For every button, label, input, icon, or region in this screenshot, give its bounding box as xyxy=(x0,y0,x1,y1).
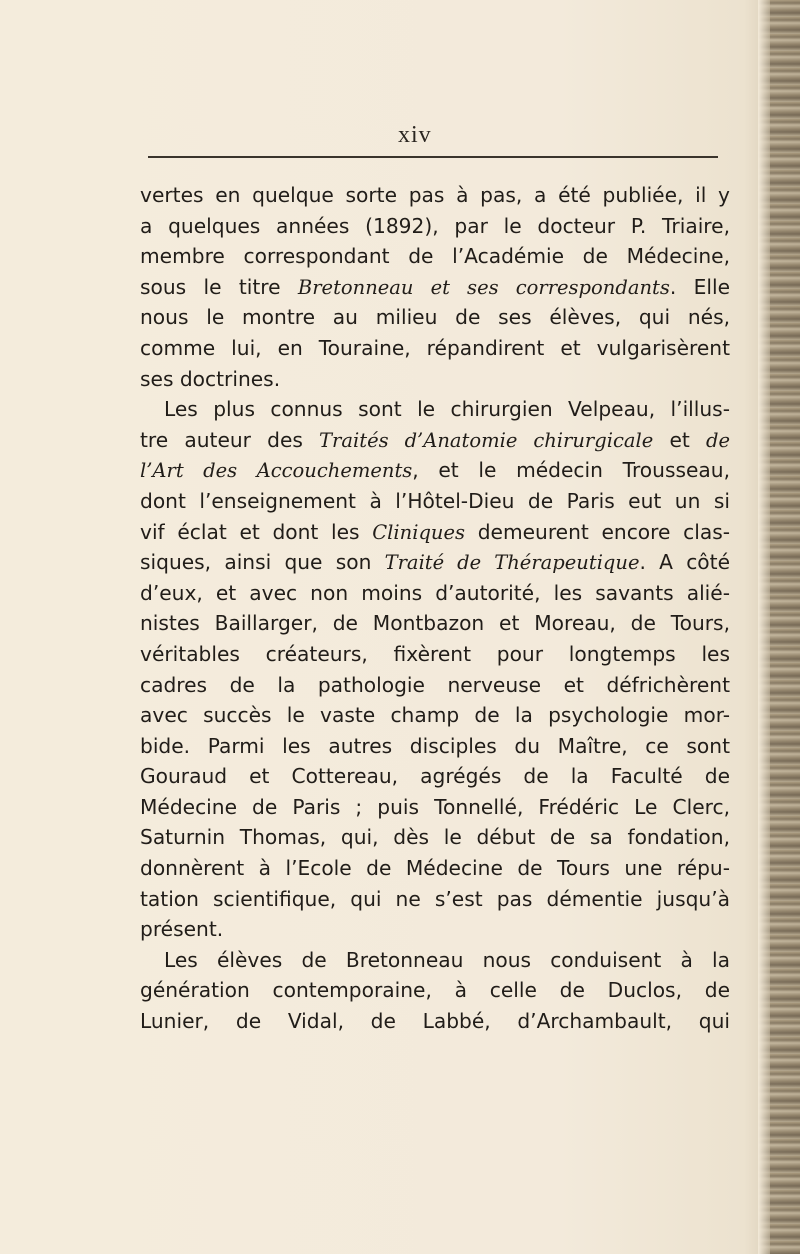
text-line xyxy=(140,486,730,517)
text-line xyxy=(140,792,730,823)
text-segment: Médecine de Paris ; puis Tonnellé, Frédéric Le Clerc, xyxy=(140,794,730,819)
text-segment: nous le montre au milieu de ses élèves, qui nés, xyxy=(140,305,730,330)
text-segment: tre auteur des xyxy=(140,427,320,452)
italic-title-text: Traités d’Anatomie chirurgicale xyxy=(319,428,654,452)
text-line xyxy=(140,822,730,853)
page-edge-shadow xyxy=(758,0,770,1254)
text-line xyxy=(140,425,730,456)
text-line xyxy=(140,670,730,701)
text-segment: siques, ainsi que son xyxy=(140,550,385,575)
text-line xyxy=(140,241,730,272)
text-segment: donnèrent à l’Ecole de Médecine de Tours une répu- xyxy=(140,856,730,881)
italic-title-text: l’Art des Accouchements xyxy=(140,459,413,483)
text-segment: d’eux, et avec non moins d’autorité, les savants alié- xyxy=(140,580,730,605)
text-segment: Les plus connus sont le chirurgien Velpeau, l’illus- xyxy=(164,397,730,422)
text-segment: membre correspondant de l’Académie de Médecine, xyxy=(140,244,730,269)
text-segment: tation scientifique, qui ne s’est pas démentie jusqu’à xyxy=(140,886,730,911)
text-segment: vif éclat et dont les xyxy=(140,519,373,544)
italic-title-text: Traité de Thérapeutique xyxy=(384,551,640,575)
text-line xyxy=(140,302,730,333)
text-line xyxy=(140,761,730,792)
text-segment: véritables créateurs, fixèrent pour longtemps les xyxy=(140,641,730,666)
text-line xyxy=(140,945,730,976)
text-line xyxy=(140,517,730,548)
text-line xyxy=(140,578,730,609)
text-segment: Les élèves de Bretonneau nous conduisent à la xyxy=(164,947,730,972)
text-line xyxy=(140,333,730,364)
text-segment: dont l’enseignement à l’Hôtel-Dieu de Paris eut un si xyxy=(140,488,730,513)
text-segment: bide. Parmi les autres disciples du Maître, ce sont xyxy=(140,733,730,758)
text-segment: comme lui, en Touraine, répandirent et vulgarisèrent xyxy=(140,335,730,360)
italic-title-text: de xyxy=(705,428,730,452)
text-segment: , et le médecin Trousseau, xyxy=(412,458,730,483)
text-line xyxy=(140,853,730,884)
text-segment: génération contemporaine, à celle de Duclos, de xyxy=(140,978,730,1003)
text-segment: ses doctrines. xyxy=(140,366,281,391)
text-segment: Lunier, de Vidal, de Labbé, d’Archambault, qui xyxy=(140,1009,730,1034)
text-segment: vertes en quelque sorte pas à pas, a été publiée, il y xyxy=(140,183,730,207)
text-line xyxy=(140,364,730,395)
text-segment: et xyxy=(653,427,706,452)
text-line xyxy=(140,547,730,578)
text-line xyxy=(140,1006,730,1037)
text-segment: a quelques années (1892), par le docteur P. Triaire, xyxy=(140,213,730,238)
text-segment: présent. xyxy=(140,917,224,942)
text-segment: demeurent encore clas- xyxy=(465,519,730,544)
text-line xyxy=(140,731,730,762)
text-segment: . Elle xyxy=(669,274,730,299)
text-line xyxy=(140,455,730,486)
text-segment: . A côté xyxy=(639,550,730,575)
text-line xyxy=(140,914,730,945)
body-text xyxy=(140,180,730,1037)
header-rule xyxy=(148,156,718,158)
text-line xyxy=(140,180,730,211)
text-line xyxy=(140,394,730,425)
text-segment: nistes Baillarger, de Montbazon et Moreau, de Tours, xyxy=(140,611,730,636)
page-number: xiv xyxy=(398,122,432,148)
italic-title-text: Cliniques xyxy=(372,520,466,544)
italic-title-text: Bretonneau et ses correspondants xyxy=(297,275,670,299)
text-line xyxy=(140,700,730,731)
text-segment: sous le titre xyxy=(140,274,298,299)
text-segment: cadres de la pathologie nerveuse et défrichèrent xyxy=(140,672,730,697)
text-line xyxy=(140,884,730,915)
text-segment: Gouraud et Cottereau, agrégés de la Faculté de xyxy=(140,764,730,789)
text-line xyxy=(140,639,730,670)
text-segment: Saturnin Thomas, qui, dès le début de sa fondation, xyxy=(140,825,730,850)
text-line xyxy=(140,211,730,242)
text-line xyxy=(140,272,730,303)
text-line xyxy=(140,975,730,1006)
text-line xyxy=(140,608,730,639)
text-segment: avec succès le vaste champ de la psychologie mor- xyxy=(140,703,730,728)
